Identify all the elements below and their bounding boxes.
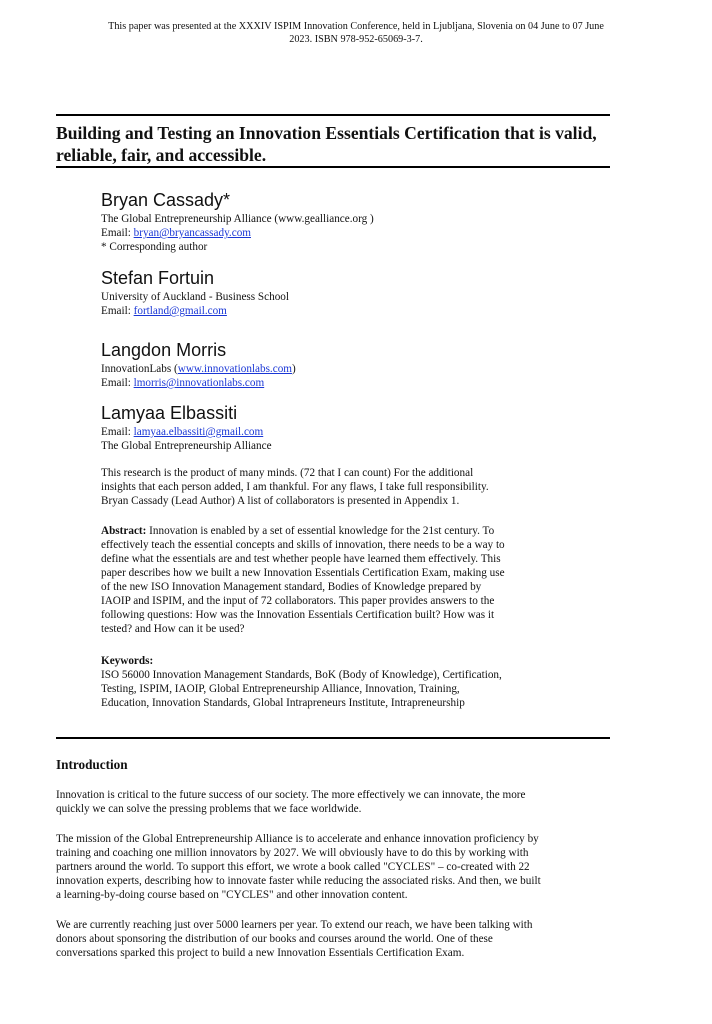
author-affiliation: University of Auckland - Business School: [101, 291, 289, 303]
author-email-line: [101, 226, 561, 240]
author-email-link[interactable]: bryan@bryancassady.com: [133, 227, 251, 239]
keywords-line: Education, Innovation Standards, Global Intrapreneurs Institute, Intrapreneurship: [101, 697, 465, 709]
author-email-line: [101, 425, 561, 439]
abstract-line: of the new ISO Innovation Management standard, Bodies of Knowledge prepared by: [101, 581, 482, 593]
introduction-paragraph-2: [56, 832, 616, 902]
author-block-fortuin: [101, 268, 561, 318]
author-affiliation: The Global Entrepreneurship Alliance: [101, 440, 272, 452]
section-divider-rule: [56, 737, 610, 739]
conference-note-line-1: This paper was presented at the XXXIV ISPIM Innovation Conference, held in Ljubljana, Slovenia on 04 June to 07 June: [108, 21, 604, 32]
paper-title: [56, 122, 616, 166]
abstract-line: paper describes how we built a new Innovation Essentials Certification Exam, making use: [101, 567, 505, 579]
body-line: a learning-by-doing course based on "CYCLES" and other innovation content.: [56, 889, 408, 901]
author-email-link[interactable]: lmorris@innovationlabs.com: [133, 377, 265, 389]
keywords-line: Testing, ISPIM, IAOIP, Global Entrepreneurship Alliance, Innovation, Training,: [101, 683, 460, 695]
paper-title-line-1: Building and Testing an Innovation Essentials Certification that is valid,: [56, 123, 597, 143]
body-line: innovation experts, describing how to innovate faster while reducing the associated risks. And then, we built: [56, 875, 541, 887]
abstract-line: tested? and How can it be used?: [101, 623, 245, 635]
abstract-line: effectively teach the essential concepts and skills of innovation, there needs to be a way to: [101, 539, 505, 551]
introduction-paragraph-1: [56, 788, 616, 816]
author-block-cassady: [101, 190, 561, 254]
abstract-line: [101, 524, 571, 538]
body-line: partners around the world. To support this effort, we wrote a book called "CYCLES" – co-created with 22: [56, 861, 530, 873]
body-line: We are currently reaching just over 5000 learners per year. To extend our reach, we have been talking with: [56, 919, 533, 931]
email-label: Email:: [101, 227, 134, 239]
author-name: Langdon Morris: [101, 340, 227, 360]
keywords-line: ISO 56000 Innovation Management Standards, BoK (Body of Knowledge), Certification,: [101, 669, 502, 681]
acknowledgement-line: insights that each person added, I am thankful. For any flaws, I take full responsibility.: [101, 481, 489, 493]
author-affiliation: The Global Entrepreneurship Alliance (www.gealliance.org ): [101, 213, 374, 225]
acknowledgement-line: This research is the product of many minds. (72 that I can count) For the additional: [101, 467, 474, 479]
author-name: Bryan Cassady*: [101, 190, 231, 210]
abstract-line: IAOIP and ISPIM, and the input of 72 collaborators. This paper provides answers to the: [101, 595, 495, 607]
abstract-line: define what the essentials are and test whether people have learned them effectively. This: [101, 553, 501, 565]
corresponding-author-note: * Corresponding author: [101, 241, 208, 253]
author-email-link[interactable]: lamyaa.elbassiti@gmail.com: [133, 426, 264, 438]
abstract-line: following questions: How was the Innovation Essentials Certification built? How was it: [101, 609, 495, 621]
email-label: Email:: [101, 377, 134, 389]
conference-note: [40, 20, 672, 46]
title-bottom-rule: [56, 166, 610, 168]
email-label: Email:: [101, 305, 134, 317]
conference-note-line-2: 2023. ISBN 978-952-65069-3-7.: [289, 34, 423, 45]
author-name: Lamyaa Elbassiti: [101, 403, 238, 423]
body-line: training and coaching one million innovators by 2027. We will obviously have to do this by working with: [56, 847, 529, 859]
body-line: donors about sponsoring the distribution of our books and courses around the world. One of these: [56, 933, 493, 945]
paper-title-line-2: reliable, fair, and accessible.: [56, 145, 267, 165]
introduction-paragraph-3: [56, 918, 616, 960]
body-line: Innovation is critical to the future success of our society. The more effectively we can innovate, the more: [56, 789, 526, 801]
author-block-morris: [101, 340, 561, 390]
body-line: The mission of the Global Entrepreneurship Alliance is to accelerate and enhance innovation proficiency by: [56, 833, 539, 845]
title-top-rule: [56, 114, 610, 116]
abstract-paragraph: [101, 524, 571, 636]
acknowledgement-line: Bryan Cassady (Lead Author) A list of collaborators is presented in Appendix 1.: [101, 495, 460, 507]
author-email-line: [101, 304, 561, 318]
body-line: quickly we can solve the pressing problems that we face worldwide.: [56, 803, 362, 815]
affiliation-suffix: ): [292, 363, 296, 375]
keywords-label: Keywords:: [101, 655, 154, 667]
author-email-link[interactable]: fortland@gmail.com: [133, 305, 227, 317]
author-affiliation: [101, 362, 561, 376]
affiliation-prefix: InnovationLabs (: [101, 363, 178, 375]
affiliation-website-link[interactable]: www.innovationlabs.com: [177, 363, 292, 375]
introduction-heading: Introduction: [56, 757, 128, 772]
body-line: conversations sparked this project to build a new Innovation Essentials Certification Exam.: [56, 947, 465, 959]
abstract-first-line-text: Innovation is enabled by a set of essential knowledge for the 21st century. To: [146, 525, 495, 537]
keywords-section: [101, 654, 571, 710]
acknowledgement-paragraph: [101, 466, 571, 508]
author-block-elbassiti: [101, 403, 561, 453]
abstract-label: Abstract:: [101, 525, 147, 537]
author-name: Stefan Fortuin: [101, 268, 215, 288]
email-label: Email:: [101, 426, 134, 438]
author-email-line: [101, 376, 561, 390]
